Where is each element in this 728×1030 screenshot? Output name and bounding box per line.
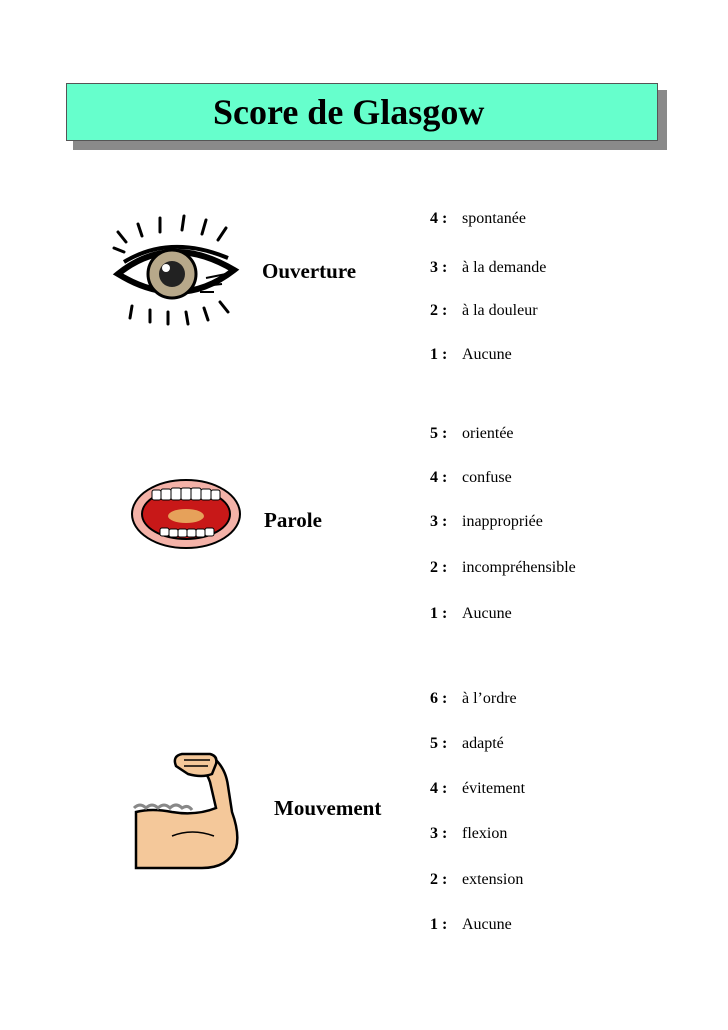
eye-icon — [110, 212, 240, 332]
list-item — [430, 210, 526, 228]
score-label: flexion — [462, 825, 508, 842]
list-item — [430, 825, 507, 843]
score-number: 3 : — [430, 259, 448, 276]
score-label: extension — [462, 871, 524, 888]
score-label: incompréhensible — [462, 559, 576, 576]
score-label: orientée — [462, 425, 514, 442]
score-label: à la douleur — [462, 302, 538, 319]
list-item — [430, 302, 538, 320]
list-item — [430, 346, 512, 364]
score-number: 4 : — [430, 469, 448, 486]
list-item — [430, 871, 523, 889]
score-number: 5 : — [430, 735, 448, 752]
score-label: confuse — [462, 469, 512, 486]
score-number: 2 : — [430, 302, 448, 319]
page-title: Score de Glasgow — [213, 92, 485, 132]
list-item — [430, 469, 512, 487]
score-number: 1 : — [430, 605, 448, 622]
flexed-arm-icon — [132, 752, 256, 876]
score-number: 6 : — [430, 690, 448, 707]
list-item — [430, 559, 576, 577]
score-label: spontanée — [462, 210, 526, 227]
list-item — [430, 259, 546, 277]
section-label-ouverture: Ouverture — [262, 259, 357, 283]
score-number: 2 : — [430, 871, 448, 888]
score-number: 4 : — [430, 780, 448, 797]
list-item — [430, 605, 512, 623]
score-label: à la demande — [462, 259, 547, 276]
section-label-mouvement: Mouvement — [274, 796, 382, 820]
list-item — [430, 690, 517, 708]
score-label: Aucune — [462, 916, 512, 933]
list-item — [430, 513, 543, 531]
score-number: 1 : — [430, 346, 448, 363]
score-number: 1 : — [430, 916, 448, 933]
score-label: adapté — [462, 735, 504, 752]
score-number: 5 : — [430, 425, 448, 442]
score-label: Aucune — [462, 346, 512, 363]
mouth-icon — [130, 478, 242, 550]
score-number: 3 : — [430, 825, 448, 842]
title-banner — [66, 83, 658, 141]
list-item — [430, 735, 504, 753]
score-number: 3 : — [430, 513, 448, 530]
section-label-parole: Parole — [264, 508, 322, 532]
score-label: à l’ordre — [462, 690, 517, 707]
list-item — [430, 425, 514, 443]
score-label: évitement — [462, 780, 526, 797]
score-label: Aucune — [462, 605, 512, 622]
score-number: 2 : — [430, 559, 448, 576]
score-number: 4 : — [430, 210, 448, 227]
score-label: inappropriée — [462, 513, 543, 530]
list-item — [430, 780, 525, 798]
list-item — [430, 916, 512, 934]
